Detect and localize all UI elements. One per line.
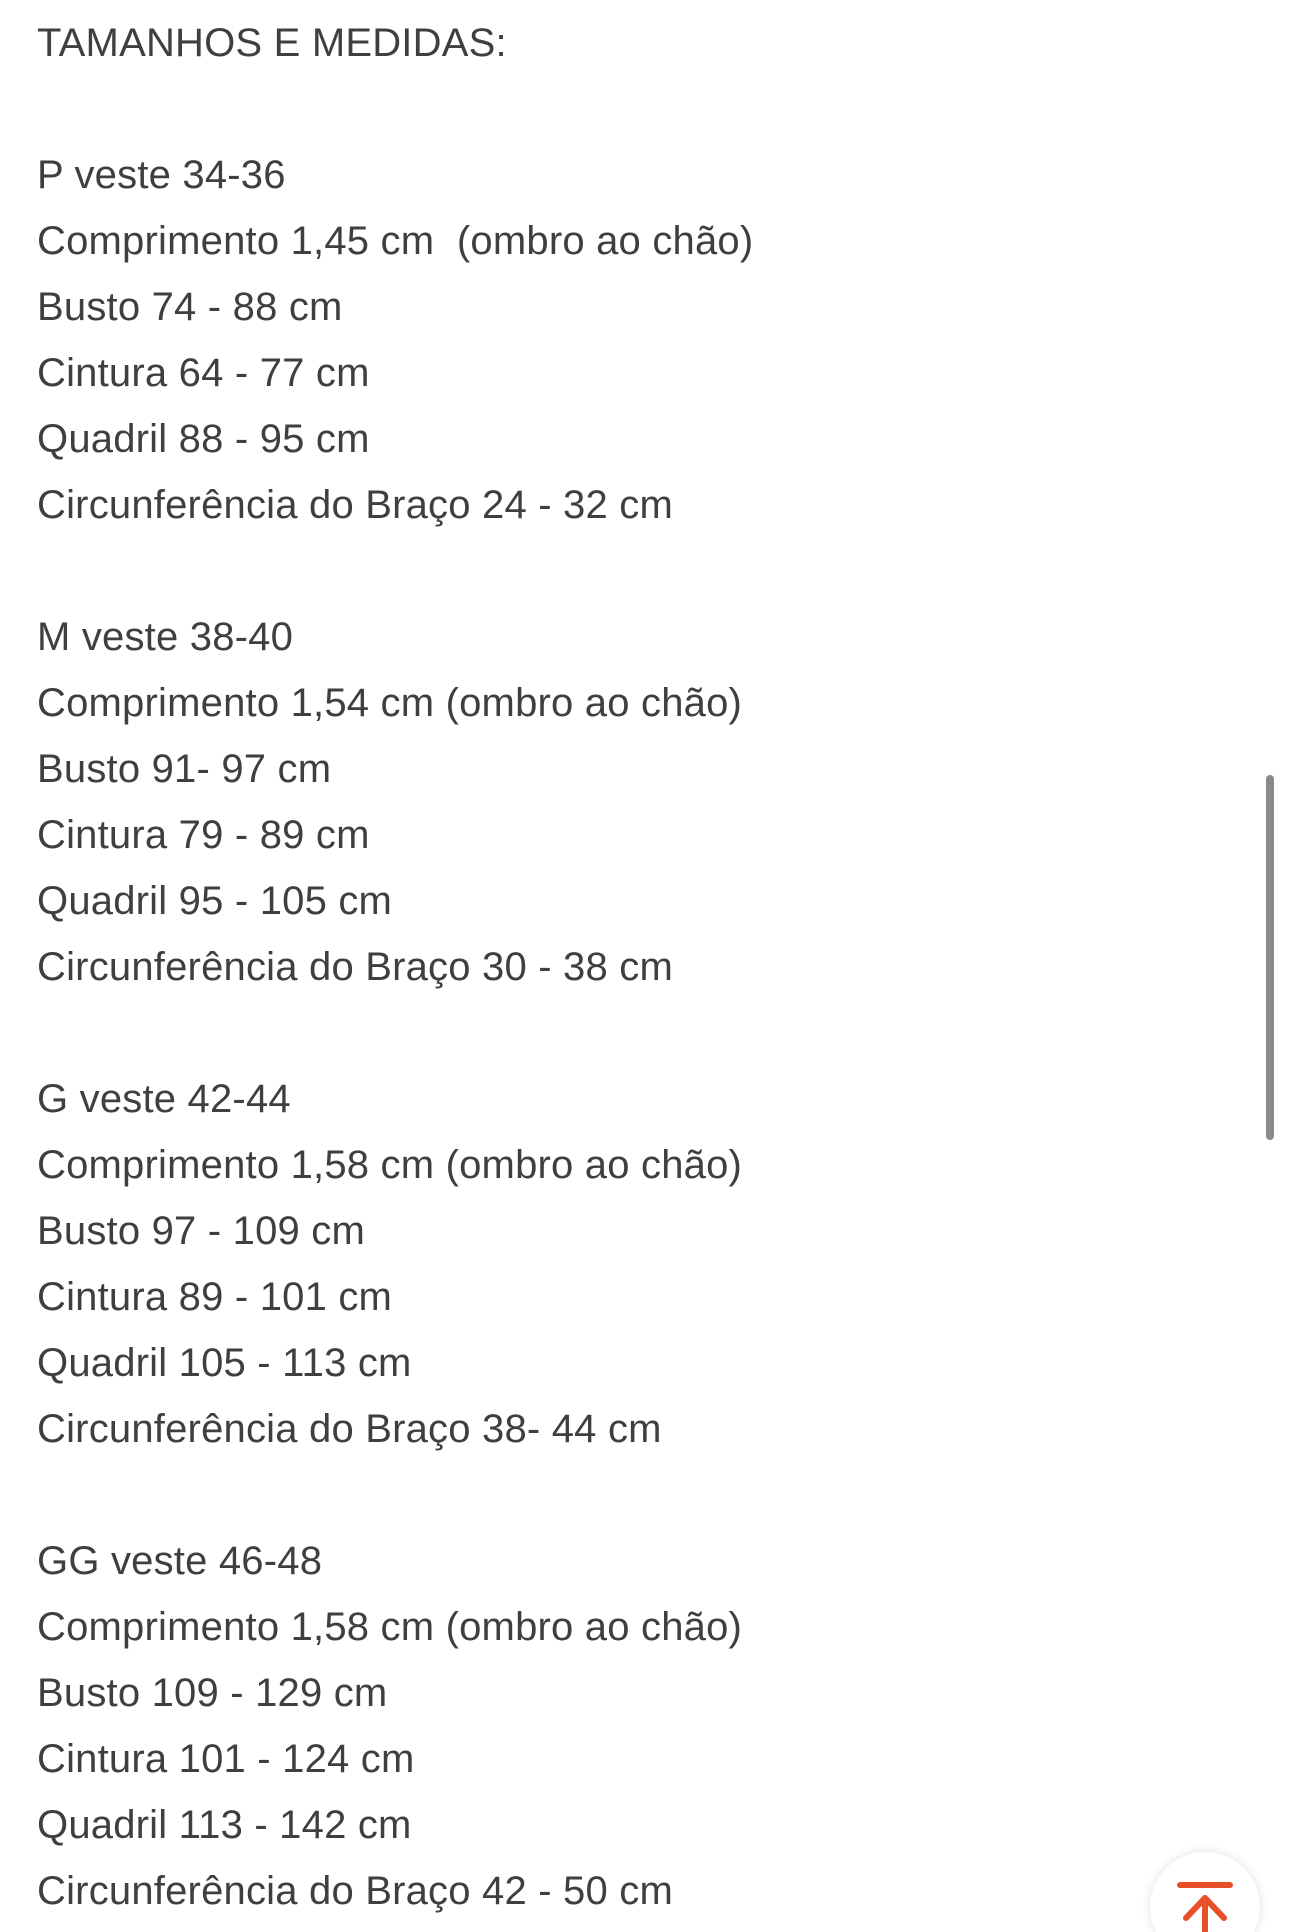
- hip-measure: Quadril 88 - 95 cm: [37, 417, 370, 461]
- size-title: GG veste 46-48: [37, 1539, 323, 1583]
- spacer: [37, 1462, 1217, 1528]
- size-block-gg: [37, 1528, 1217, 1924]
- size-block-m: [37, 604, 1217, 1000]
- size-block-g: [37, 1066, 1217, 1462]
- waist-measure: Cintura 101 - 124 cm: [37, 1737, 415, 1781]
- bust-measure: Busto 109 - 129 cm: [37, 1671, 388, 1715]
- hip-measure: Quadril 95 - 105 cm: [37, 879, 393, 923]
- size-title: P veste 34-36: [37, 153, 286, 197]
- bust-measure: Busto 97 - 109 cm: [37, 1209, 366, 1253]
- arm-measure: Circunferência do Braço 42 - 50 cm: [37, 1869, 673, 1913]
- arm-measure: Circunferência do Braço 30 - 38 cm: [37, 945, 673, 989]
- section-heading: TAMANHOS E MEDIDAS:: [37, 21, 507, 65]
- spacer: [37, 1000, 1217, 1066]
- length-measure: Comprimento 1,54 cm (ombro ao chão): [37, 681, 743, 725]
- bust-measure: Busto 74 - 88 cm: [37, 285, 343, 329]
- hip-measure: Quadril 113 - 142 cm: [37, 1803, 412, 1847]
- bust-measure: Busto 91- 97 cm: [37, 747, 332, 791]
- length-measure: Comprimento 1,58 cm (ombro ao chão): [37, 1143, 743, 1187]
- size-block-p: [37, 142, 1217, 538]
- waist-measure: Cintura 64 - 77 cm: [37, 351, 370, 395]
- size-title: M veste 38-40: [37, 615, 294, 659]
- back-to-top-button[interactable]: [1150, 1852, 1260, 1932]
- size-chart: [37, 10, 1217, 1924]
- vertical-scrollbar[interactable]: [1266, 775, 1274, 1140]
- arm-measure: Circunferência do Braço 24 - 32 cm: [37, 483, 673, 527]
- spacer: [37, 538, 1217, 604]
- hip-measure: Quadril 105 - 113 cm: [37, 1341, 412, 1385]
- arrow-up-to-line-icon: [1150, 1852, 1260, 1932]
- waist-measure: Cintura 89 - 101 cm: [37, 1275, 393, 1319]
- size-title: G veste 42-44: [37, 1077, 291, 1121]
- spacer: [37, 76, 1217, 142]
- length-measure: Comprimento 1,45 cm (ombro ao chão): [37, 219, 754, 263]
- arm-measure: Circunferência do Braço 38- 44 cm: [37, 1407, 662, 1451]
- length-measure: Comprimento 1,58 cm (ombro ao chão): [37, 1605, 743, 1649]
- waist-measure: Cintura 79 - 89 cm: [37, 813, 370, 857]
